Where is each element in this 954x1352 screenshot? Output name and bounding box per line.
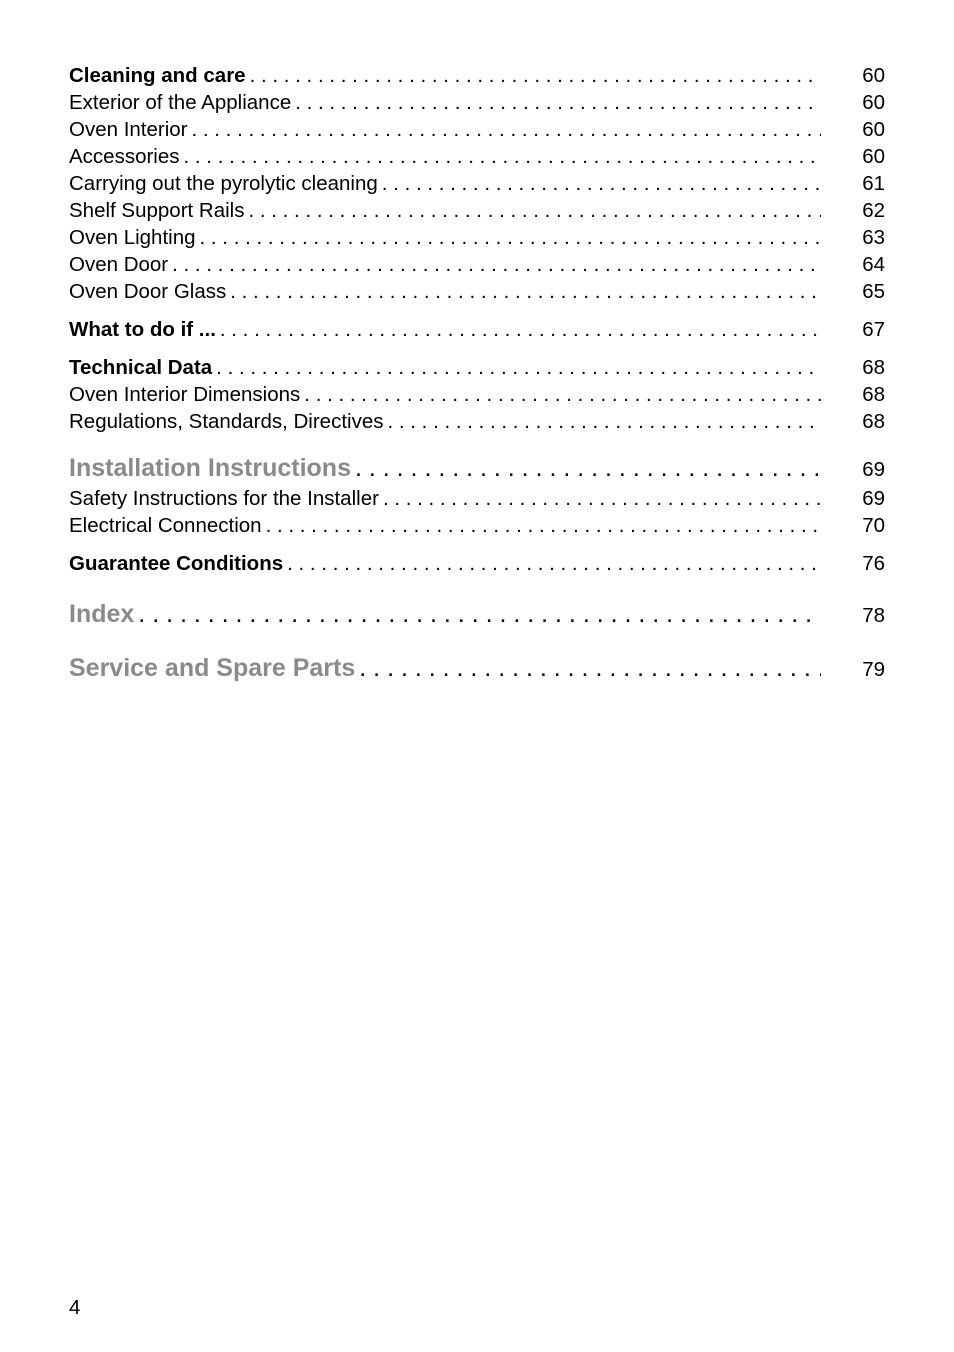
toc-entry-page: 76: [862, 552, 885, 575]
dot-leader: [216, 354, 821, 381]
toc-entry-label: Oven Interior: [69, 118, 188, 141]
toc-entry-page: 78: [862, 604, 885, 627]
toc-entry-page: 68: [862, 383, 885, 406]
toc-entry-page: 65: [862, 280, 885, 303]
toc-entry-page: 60: [862, 118, 885, 141]
toc-entry[interactable]: [69, 143, 885, 170]
toc-entry-page: 69: [862, 487, 885, 510]
toc-entry[interactable]: [69, 89, 885, 116]
toc-entry-label: Installation Instructions: [69, 454, 351, 482]
dot-leader: [220, 316, 821, 343]
toc-entry-page: 68: [862, 410, 885, 433]
toc-entry-label: Shelf Support Rails: [69, 199, 245, 222]
toc-entry[interactable]: [69, 651, 885, 685]
toc-entry-label: Cleaning and care: [69, 64, 246, 87]
toc-entry[interactable]: [69, 550, 885, 577]
toc-entry-label: Electrical Connection: [69, 514, 262, 537]
dot-leader: [138, 597, 821, 631]
dot-leader: [250, 62, 821, 89]
toc-entry-page: 63: [862, 226, 885, 249]
toc-entry-page: 60: [862, 64, 885, 87]
toc-entry[interactable]: [69, 170, 885, 197]
toc-entry[interactable]: [69, 116, 885, 143]
toc-entry[interactable]: [69, 278, 885, 305]
table-of-contents: [69, 62, 885, 685]
toc-entry-page: 79: [862, 658, 885, 681]
dot-leader: [248, 197, 821, 224]
toc-entry[interactable]: [69, 354, 885, 381]
dot-leader: [355, 451, 821, 485]
dot-leader: [200, 224, 821, 251]
toc-entry-label: Accessories: [69, 145, 180, 168]
toc-entry-label: Guarantee Conditions: [69, 552, 284, 575]
dot-leader: [388, 408, 822, 435]
page-number: 4: [69, 1296, 81, 1319]
toc-entry[interactable]: [69, 485, 885, 512]
toc-entry-page: 60: [862, 91, 885, 114]
dot-leader: [192, 116, 822, 143]
toc-entry[interactable]: [69, 251, 885, 278]
toc-entry-label: Service and Spare Parts: [69, 654, 356, 682]
toc-entry-page: 60: [862, 145, 885, 168]
dot-leader: [172, 251, 821, 278]
toc-entry-label: Technical Data: [69, 356, 213, 379]
dot-leader: [266, 512, 821, 539]
toc-entry[interactable]: [69, 408, 885, 435]
dot-leader: [359, 651, 821, 685]
toc-entry-label: Carrying out the pyrolytic cleaning: [69, 172, 378, 195]
toc-entry-page: 68: [862, 356, 885, 379]
dot-leader: [304, 381, 821, 408]
toc-entry-label: Oven Door Glass: [69, 280, 227, 303]
dot-leader: [184, 143, 821, 170]
toc-entry[interactable]: [69, 597, 885, 631]
toc-entry-label: Exterior of the Appliance: [69, 91, 292, 114]
dot-leader: [287, 550, 821, 577]
toc-entry-page: 64: [862, 253, 885, 276]
toc-entry[interactable]: [69, 316, 885, 343]
toc-entry-label: Index: [69, 600, 135, 628]
toc-entry-page: 69: [862, 458, 885, 481]
dot-leader: [383, 485, 821, 512]
toc-entry-page: 67: [862, 318, 885, 341]
toc-entry[interactable]: [69, 381, 885, 408]
toc-entry-page: 61: [862, 172, 885, 195]
toc-entry[interactable]: [69, 224, 885, 251]
toc-entry[interactable]: [69, 451, 885, 485]
toc-entry[interactable]: [69, 197, 885, 224]
toc-entry-label: Safety Instructions for the Installer: [69, 487, 379, 510]
toc-entry[interactable]: [69, 512, 885, 539]
toc-entry[interactable]: [69, 62, 885, 89]
dot-leader: [382, 170, 821, 197]
dot-leader: [230, 278, 821, 305]
toc-entry-label: Oven Door: [69, 253, 169, 276]
toc-entry-label: Regulations, Standards, Directives: [69, 410, 384, 433]
toc-entry-label: Oven Lighting: [69, 226, 196, 249]
toc-entry-label: What to do if ...: [69, 318, 216, 341]
dot-leader: [295, 89, 821, 116]
toc-entry-page: 70: [862, 514, 885, 537]
toc-entry-label: Oven Interior Dimensions: [69, 383, 301, 406]
toc-entry-page: 62: [862, 199, 885, 222]
